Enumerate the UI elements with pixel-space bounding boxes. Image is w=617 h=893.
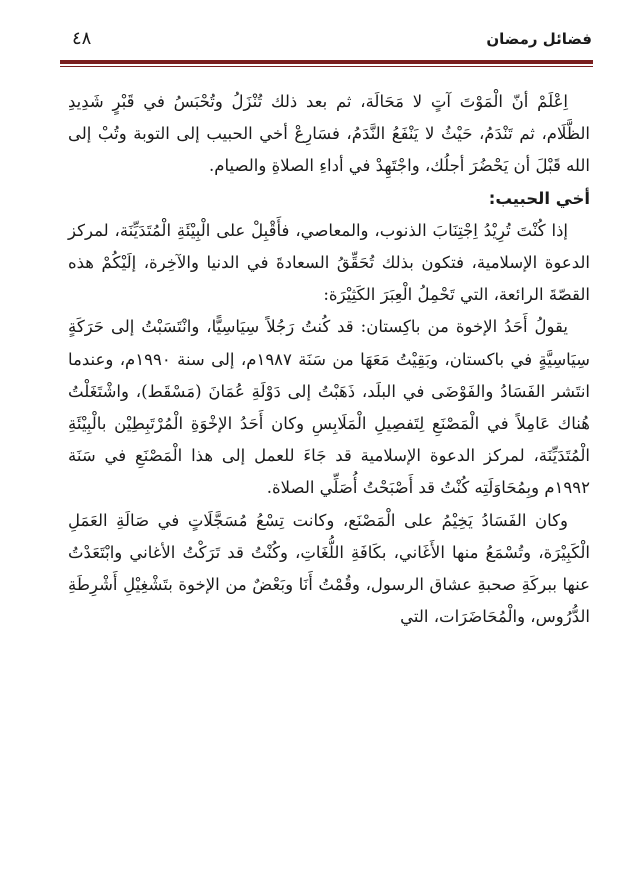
paragraph-2: إذا كُنْتَ تُرِيْدُ اِجْتِنَابَ الذنوب، والمعاصي، فأَقْبِلْ على الْبِيْئَةِ الْمُتَدَيِّنَة، لمركز الدعوة الإسلامية، فتكون بذلك تُحَقِّقُ السعادةَ في الدنيا والآخِرة، إلَيْكُمْ هذه القصّةَ الرائعة، التي تَحْمِلُ الْعِبَرَ الكَثِيْرَة: — [68, 220, 590, 305]
section-heading: أخي الحبيب: — [488, 188, 590, 208]
page-number: ٤٨ — [72, 28, 92, 49]
page-header — [62, 28, 592, 58]
book-title: فضائل رمضان — [486, 30, 592, 48]
paragraph-1: اِعْلَمْ أنّ الْمَوْتَ آتٍ لا مَحَالَة، ثم بعد ذلك تُنْزَلُ وتُحْبَسُ في قَبْرٍ شَدِيدِ الظَّلَام، ثم تَنْدَمُ، حَيْثُ لا يَنْفَعُ النَّدَمُ، فسَارِعْ أخي الحبيب إلى التوبة وتُبْ إلى الله قَبْلَ أن يَحْضُرَ أجلُك، واجْتَهِدْ في أداءِ الصلاةِ والصيام. — [68, 92, 590, 176]
header-rule-thin — [60, 66, 593, 67]
paragraph-3: يقولُ أَحَدُ الإخوة من باكِستان: قد كُنتُ رَجُلاً سِيَاسِيًّا، وانْتَسَبْتُ إلى حَرَكَةٍ سِيَاسِيَّةٍ في باكستان، وبَقِيْتُ مَعَهَا من سَنَة ١٩٨٧م، إلى سنة ١٩٩٠م، وعندما انتَشر الفَسَادُ والفَوْضَى في البلَد، ذَهَبْتُ إلى دَوْلَةِ عُمَانَ (مَسْقَط)، واشْتَغَلْتُ هُناك عَامِلاً في الْمَصْنَعِ لِتَفصِيلِ الْمَلَابِسِ وكان أَحَدُ الإخْوَةِ الْمُرْتَبِطِيْن بالْبِيْئَةِ الْمُتَدَيِّنَة، لمركز الدعوة الإسلامية قد جَاءَ للعمل إلى هذا الْمَصْنَعِ في سَنَة ١٩٩٢م وبِمُحَاوَلَتِه كُنْتُ قد أَصْبَحْتُ أُصَلِّي الصلاة. — [68, 317, 590, 498]
page-body — [68, 86, 590, 633]
header-rule-thick — [60, 60, 593, 64]
paragraph-4: وكان الفَسَادُ يَخِيْمُ على الْمَصْنَع، وكانت تِسْعُ مُسَجَّلَاتٍ في صَالَةِ العَمَلِ الْكَبِيْرَة، وتُسْمَعُ منها الأَغَاني، بكَافَةِ اللُّغَاتِ، وكُنْتُ قد تَرَكْتُ الأغاني وابْتَعَدْتُ عنها ببركَةِ صحبةِ عشاق الرسول، وقُمْتُ أَنَا وبَعْضٌ من الإخوة بتَشْغِيْلِ أَشْرِطَةِ الدُّرُوس، والْمُحَاضَرَات، التي — [68, 510, 590, 627]
